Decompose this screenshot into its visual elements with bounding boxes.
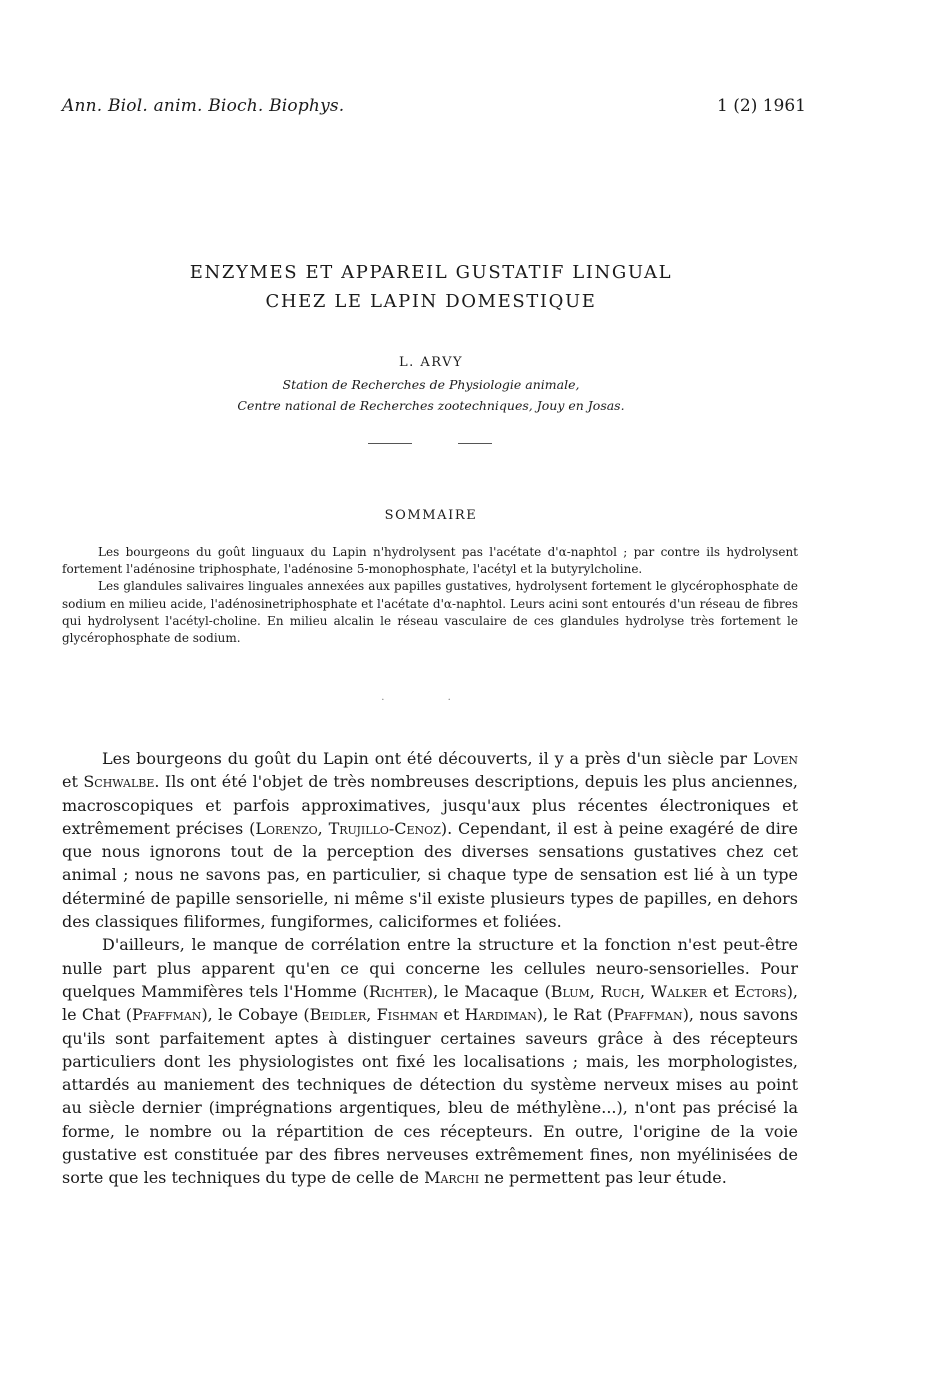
author-citation: Lorenzo, Trujillo-Cenoz (255, 818, 441, 838)
body-paragraph-2: D'ailleurs, le manque de corrélation entre la structure et la fonction n'est peut-être nulle part plus apparent qu'en ce qui concerne les cellules neuro-sensorielles. Pour quelques Mammifères tels l'Homme (Richter), le Macaque (Blum, Ruch, Walker et Ectors), le Chat (Pfaffman), le Cobaye (Beidler, Fishman et Hardiman), le Rat (Pfaffman), nous savons qu'ils sont parfaitement aptes à distinguer certaines saveurs grâce à des récepteurs particuliers dont les physiologistes ont fixé les localisations ; mais, les morphologistes, attardés au maniement des techniques de détection du système nerveux mises au point au siècle dernier (imprégnations argentiques, bleu de méthylène...), n'ont pas précisé la forme, le nombre ou la répartition de ces récepteurs. En outre, l'origine de la voie gustative est constituée par des fibres nerveuses extrêmement fines, non myélinisées de sorte que les techniques du type de celle de Marchi ne permettent pas leur étude. (62, 935, 799, 1188)
author: L. ARVY (398, 355, 464, 370)
author-citation: Pfaffman (613, 1005, 683, 1025)
separator-dots: . . (381, 692, 481, 703)
author-citation: Schwalbe (83, 772, 155, 792)
author-citation: Hardiman (464, 1005, 537, 1025)
separator-rule (458, 443, 492, 444)
author-citation: Marchi (424, 1168, 480, 1188)
author-citation: Ectors (734, 981, 787, 1001)
article-title-line-2: CHEZ LE LAPIN DOMESTIQUE (265, 291, 597, 312)
author-citation: Pfaffman (131, 1005, 202, 1025)
author-citation: Blum, Ruch, Walker (550, 981, 707, 1001)
separator-rule (368, 443, 412, 444)
journal-name: Ann. Biol. anim. Bioch. Biophys. (62, 96, 345, 116)
issue-info: 1 (2) 1961 (717, 96, 806, 116)
summary-paragraph-2: Les glandules salivaires linguales annexées aux papilles gustatives, hydrolysent fortement le glycérophosphate de sodium en milieu acide, l'adénosinetriphosphate et l'acétate d'α-naphtol. Leurs acini sont entourés d'un réseau de fibres qui hydrolysent l'acétyl-choline. En milieu alcalin le réseau vasculaire de ces glandules hydrolyse très fortement le glycérophosphate de sodium. (62, 579, 798, 646)
body-text (62, 747, 798, 1190)
summary-paragraph-1: Les bourgeons du goût linguaux du Lapin n'hydrolysent pas l'acétate d'α-naphtol ; par contre ils hydrolysent fortement l'adénosine triphosphate, l'adénosine 5-monophosphate, l'acétyl et la butyrylcholine. (62, 545, 798, 577)
summary-block (62, 544, 798, 647)
author-citation: Beidler, Fishman (309, 1005, 439, 1025)
author-citation: Richter (368, 981, 427, 1001)
author-citation: Loven (752, 749, 798, 768)
affiliation-line-1: Station de Recherches de Physiologie animale, (282, 377, 580, 392)
affiliation-line-2: Centre national de Recherches zootechniques, Jouy en Josas. (237, 398, 625, 413)
article-title-line-1: ENZYMES ET APPAREIL GUSTATIF LINGUAL (189, 262, 673, 283)
summary-heading: SOMMAIRE (384, 508, 478, 523)
body-paragraph-1: Les bourgeons du goût du Lapin ont été découverts, il y a près d'un siècle par Loven et Schwalbe. Ils ont été l'objet de très nombreuses descriptions, depuis les plus anciennes, macroscopiques et parfois approximatives, jusqu'aux plus récentes électroniques et extrêmement précises (Lorenzo, Trujillo-Cenoz). Cependant, il est à peine exagéré de dire que nous ignorons tout de la perception des diverses sensations gustatives chez cet animal ; nous ne savons pas, en particulier, si chaque type de sensation est lié à un type déterminé de papille sensorielle, ni même s'il existe plusieurs types de papilles, en dehors des classiques filiformes, fungiformes, caliciformes et foliées. (62, 749, 799, 932)
